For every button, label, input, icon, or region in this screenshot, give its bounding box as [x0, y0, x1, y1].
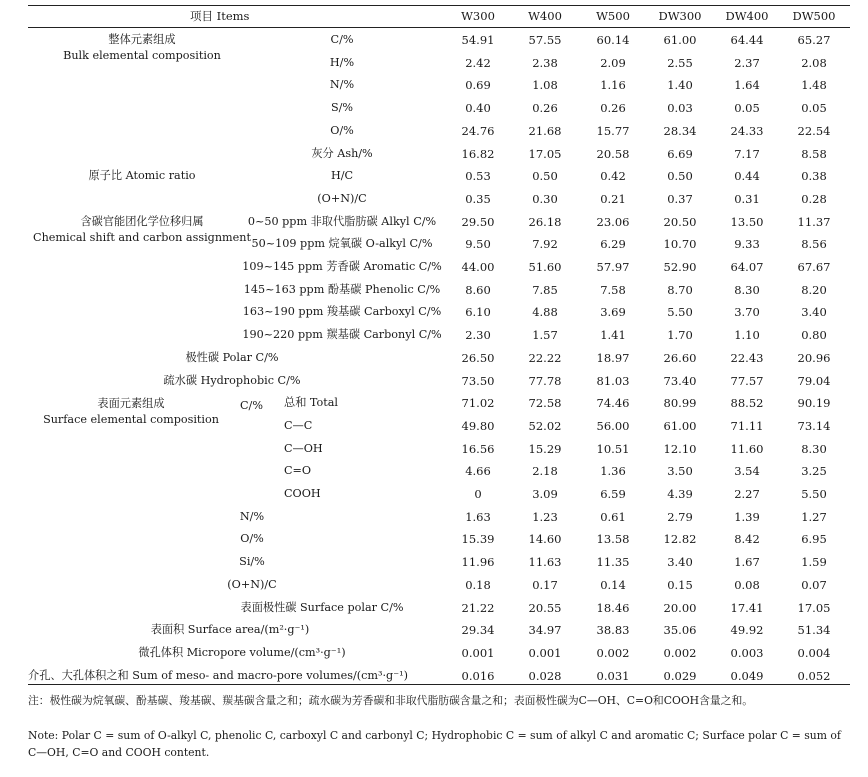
value-cell: 0.028: [528, 668, 562, 683]
value-cell: 8.30: [801, 441, 827, 456]
value-cell: 16.82: [461, 146, 495, 161]
value-cell: 71.02: [461, 396, 495, 411]
row-label: S/%: [330, 101, 354, 115]
row-label: C—OH: [284, 441, 323, 455]
value-cell: 2.08: [801, 55, 827, 70]
value-cell: 2.42: [465, 55, 491, 70]
value-cell: 8.56: [801, 237, 827, 252]
value-cell: 49.80: [461, 418, 495, 433]
row-label: 163~190 ppm 羧基碳 Carboxyl C/%: [242, 305, 442, 319]
row-label: N/%: [239, 509, 265, 523]
group-surface-cn: 表面元素组成: [97, 397, 165, 410]
value-cell: 28.34: [663, 123, 697, 138]
value-cell: 26.60: [663, 350, 697, 365]
value-cell: 11.37: [797, 214, 831, 229]
value-cell: 7.92: [532, 237, 558, 252]
value-cell: 4.88: [532, 305, 558, 320]
value-cell: 3.50: [667, 464, 693, 479]
value-cell: 73.50: [461, 373, 495, 388]
value-cell: 7.58: [600, 282, 626, 297]
table-row: [0, 392, 868, 414]
value-cell: 11.35: [596, 555, 630, 570]
value-cell: 1.70: [667, 328, 693, 343]
value-cell: 6.10: [465, 305, 491, 320]
table-row: [0, 483, 868, 505]
value-cell: 26.18: [528, 214, 562, 229]
value-cell: 71.11: [730, 418, 764, 433]
value-cell: 2.37: [734, 55, 760, 70]
column-header: W500: [596, 9, 630, 23]
value-cell: 0.002: [596, 645, 630, 660]
value-cell: 2.38: [532, 55, 558, 70]
note-en: Note: Polar C = sum of O-alkyl C, phenolic C, carboxyl C and carbonyl C; Hydrophobic C = sum of alkyl C and aromatic C; Surface polar C = sum of C—OH, C=O and COOH content.: [28, 729, 841, 759]
value-cell: 52.02: [528, 418, 562, 433]
value-cell: 17.41: [730, 600, 764, 615]
row-label: Si/%: [239, 555, 265, 569]
group-bulk-en: Bulk elemental composition: [63, 49, 221, 62]
value-cell: 7.17: [734, 146, 760, 161]
value-cell: 16.56: [461, 441, 495, 456]
row-label: 表面极性碳 Surface polar C/%: [240, 600, 404, 614]
table-row: [0, 143, 868, 165]
value-cell: 10.51: [596, 441, 630, 456]
table-row: [0, 415, 868, 437]
row-label: N/%: [329, 78, 355, 92]
value-cell: 18.97: [596, 350, 630, 365]
value-cell: 73.40: [663, 373, 697, 388]
column-header: W300: [461, 9, 495, 23]
value-cell: 20.50: [663, 214, 697, 229]
value-cell: 22.43: [730, 350, 764, 365]
value-cell: 51.34: [797, 623, 831, 638]
value-cell: 24.33: [730, 123, 764, 138]
value-cell: 0.03: [667, 101, 693, 116]
value-cell: 79.04: [797, 373, 831, 388]
row-label: H/%: [329, 55, 355, 69]
value-cell: 64.07: [730, 260, 764, 274]
value-cell: 11.63: [528, 555, 562, 570]
value-cell: 0.001: [461, 645, 495, 660]
table-row: [0, 551, 868, 573]
value-cell: 8.20: [801, 282, 827, 297]
value-cell: 20.00: [663, 600, 697, 615]
value-cell: 9.50: [465, 237, 491, 252]
value-cell: 0.28: [801, 191, 827, 206]
row-label: 灰分 Ash/%: [311, 146, 373, 160]
row-label: COOH: [284, 487, 321, 500]
value-cell: 7.85: [532, 282, 558, 297]
value-cell: 6.29: [600, 237, 626, 252]
value-cell: 10.70: [663, 237, 697, 252]
value-cell: 15.39: [461, 532, 495, 547]
value-cell: 1.36: [600, 464, 626, 479]
row-label: 总和 Total: [284, 396, 339, 410]
value-cell: 0.69: [465, 78, 491, 93]
value-cell: 1.48: [801, 78, 827, 93]
value-cell: 0.004: [797, 645, 831, 660]
value-cell: 13.50: [730, 214, 764, 229]
value-cell: 57.55: [528, 33, 562, 47]
value-cell: 2.79: [667, 509, 693, 524]
value-cell: 29.50: [461, 214, 495, 229]
value-cell: 9.33: [734, 237, 760, 252]
value-cell: 22.22: [528, 350, 562, 365]
value-cell: 2.30: [465, 328, 491, 343]
value-cell: 0.049: [730, 668, 764, 683]
table-row: [0, 528, 868, 550]
value-cell: 54.91: [461, 33, 495, 47]
value-cell: 0.003: [730, 645, 764, 660]
value-cell: 61.00: [663, 33, 697, 47]
value-cell: 3.25: [801, 464, 827, 479]
row-label: 极性碳 Polar C/%: [185, 350, 279, 364]
value-cell: 0.14: [600, 577, 626, 592]
value-cell: 29.34: [461, 623, 495, 638]
value-cell: 77.78: [528, 373, 562, 388]
value-cell: 0.31: [734, 191, 760, 206]
value-cell: 18.46: [596, 600, 630, 615]
value-cell: 0.029: [663, 668, 697, 683]
value-cell: 0.001: [528, 645, 562, 660]
value-cell: 67.67: [797, 260, 831, 274]
value-cell: 2.27: [734, 487, 760, 501]
value-cell: 8.58: [801, 146, 827, 161]
value-cell: 80.99: [663, 396, 697, 411]
value-cell: 72.58: [528, 396, 562, 411]
group-surface-en: Surface elemental composition: [43, 413, 219, 426]
value-cell: 24.76: [461, 123, 495, 138]
value-cell: 12.82: [663, 532, 697, 547]
table-row: [0, 324, 868, 346]
value-cell: 51.60: [528, 260, 562, 274]
value-cell: 1.41: [600, 328, 626, 343]
row-label: C=O: [284, 464, 312, 478]
value-cell: 1.57: [532, 328, 558, 343]
value-cell: 88.52: [730, 396, 764, 411]
surface-unit-text: C/%: [240, 399, 263, 412]
value-cell: 0.53: [465, 169, 491, 184]
table-row: [0, 211, 868, 233]
value-cell: 3.54: [734, 464, 760, 479]
header-rule: [28, 27, 850, 28]
table-row: [0, 188, 868, 210]
table-row: [0, 370, 868, 392]
row-label: 介孔、大孔体积之和 Sum of meso- and macro-pore volumes/(cm³·g⁻¹): [28, 668, 408, 682]
value-cell: 11.60: [730, 441, 764, 456]
row-label: 表面积 Surface area/(m²·g⁻¹): [150, 623, 310, 637]
value-cell: 8.60: [465, 282, 491, 297]
value-cell: 8.70: [667, 282, 693, 297]
value-cell: 0.40: [465, 101, 491, 116]
value-cell: 74.46: [596, 396, 630, 411]
value-cell: 64.44: [730, 33, 764, 47]
value-cell: 1.63: [465, 509, 491, 524]
value-cell: 61.00: [663, 418, 697, 433]
column-header: W400: [528, 9, 562, 23]
value-cell: 1.08: [532, 78, 558, 93]
value-cell: 0.002: [663, 645, 697, 660]
column-header: DW500: [792, 9, 836, 23]
table-row: [0, 642, 868, 664]
row-label: 190~220 ppm 羰基碳 Carbonyl C/%: [242, 328, 442, 342]
value-cell: 1.27: [801, 509, 827, 524]
value-cell: 8.30: [734, 282, 760, 297]
row-label: 0~50 ppm 非取代脂肪碳 Alkyl C/%: [247, 214, 437, 228]
value-cell: 35.06: [663, 623, 697, 638]
value-cell: 0.17: [532, 577, 558, 592]
value-cell: 0.35: [465, 191, 491, 206]
value-cell: 52.90: [663, 260, 697, 274]
group-bulk-cn: 整体元素组成: [108, 33, 176, 46]
value-cell: 0.37: [667, 191, 693, 206]
value-cell: 57.97: [596, 260, 630, 274]
table-row: [0, 347, 868, 369]
value-cell: 0.61: [600, 509, 626, 524]
value-cell: 77.57: [730, 373, 764, 388]
value-cell: 0.44: [734, 169, 760, 184]
row-label: 疏水碳 Hydrophobic C/%: [163, 373, 301, 387]
value-cell: 38.83: [596, 623, 630, 638]
value-cell: 6.59: [600, 487, 626, 501]
value-cell: 49.92: [730, 623, 764, 638]
table-row: [0, 438, 868, 460]
value-cell: 1.40: [667, 78, 693, 93]
table-row: [0, 165, 868, 187]
column-header: DW300: [658, 9, 702, 23]
row-label: (O+N)/C: [227, 577, 277, 591]
value-cell: 90.19: [797, 396, 831, 411]
value-cell: 34.97: [528, 623, 562, 638]
value-cell: 6.95: [801, 532, 827, 547]
value-cell: 6.69: [667, 146, 693, 161]
value-cell: 17.05: [528, 146, 562, 161]
value-cell: 5.50: [667, 305, 693, 320]
value-cell: 0.07: [801, 577, 827, 592]
row-label: 微孔体积 Micropore volume/(cm³·g⁻¹): [138, 645, 346, 659]
value-cell: 3.69: [600, 305, 626, 320]
column-header: DW400: [725, 9, 769, 23]
table-row: [0, 279, 868, 301]
bottom-rule: [28, 684, 850, 685]
table-row: [0, 120, 868, 142]
row-label: 50~109 ppm 烷氧碳 O-alkyl C/%: [251, 237, 433, 251]
table-row: [0, 97, 868, 119]
items-header: 项目 Items: [190, 9, 250, 23]
value-cell: 81.03: [596, 373, 630, 388]
value-cell: 3.40: [667, 555, 693, 570]
value-cell: 20.58: [596, 146, 630, 161]
value-cell: 0.052: [797, 668, 831, 683]
value-cell: 20.55: [528, 600, 562, 615]
value-cell: 4.66: [465, 464, 491, 479]
value-cell: 0.50: [667, 169, 693, 184]
value-cell: 21.22: [461, 600, 495, 615]
table-row: [0, 74, 868, 96]
value-cell: 4.39: [667, 487, 693, 501]
row-label: H/C: [330, 169, 354, 183]
table-row: [0, 52, 868, 74]
value-cell: 1.23: [532, 509, 558, 524]
value-cell: 11.96: [461, 555, 495, 570]
value-cell: 1.39: [734, 509, 760, 524]
row-label: 145~163 ppm 酚基碳 Phenolic C/%: [243, 282, 441, 296]
value-cell: 3.09: [532, 487, 558, 501]
table-row: [0, 256, 868, 278]
value-cell: 26.50: [461, 350, 495, 365]
table-row: [0, 301, 868, 323]
row-label: 109~145 ppm 芳香碳 Aromatic C/%: [242, 260, 442, 273]
value-cell: 65.27: [797, 33, 831, 47]
value-cell: 0.05: [801, 101, 827, 116]
value-cell: 2.55: [667, 55, 693, 70]
table-row: [0, 460, 868, 482]
value-cell: 8.42: [734, 532, 760, 547]
group-chemical-en: Chemical shift and carbon assignment: [33, 231, 251, 244]
value-cell: 2.09: [600, 55, 626, 70]
value-cell: 12.10: [663, 441, 697, 456]
value-cell: 0: [474, 487, 482, 501]
value-cell: 0.031: [596, 668, 630, 683]
value-cell: 1.59: [801, 555, 827, 570]
table-row: [0, 597, 868, 619]
value-cell: 0.15: [667, 577, 693, 592]
row-label: (O+N)/C: [317, 191, 367, 205]
value-cell: 17.05: [797, 600, 831, 615]
value-cell: 1.10: [734, 328, 760, 343]
row-label: C/%: [330, 33, 354, 46]
value-cell: 20.96: [797, 350, 831, 365]
value-cell: 15.29: [528, 441, 562, 456]
value-cell: 14.60: [528, 532, 562, 547]
table-row: [0, 506, 868, 528]
value-cell: 0.016: [461, 668, 495, 683]
group-atomic-cn: 原子比 Atomic ratio: [88, 169, 196, 182]
table-row: [0, 619, 868, 641]
value-cell: 0.80: [801, 328, 827, 343]
value-cell: 0.26: [532, 101, 558, 116]
value-cell: 0.50: [532, 169, 558, 184]
row-label: O/%: [240, 532, 264, 546]
value-cell: 0.18: [465, 577, 491, 592]
value-cell: 13.58: [596, 532, 630, 547]
row-label: C—C: [284, 418, 313, 432]
table-row: [0, 574, 868, 596]
value-cell: 0.42: [600, 169, 626, 184]
value-cell: 15.77: [596, 123, 630, 138]
value-cell: 56.00: [596, 418, 630, 433]
value-cell: 0.38: [801, 169, 827, 184]
value-cell: 3.40: [801, 305, 827, 320]
value-cell: 73.14: [797, 418, 831, 433]
value-cell: 0.08: [734, 577, 760, 592]
table-row: [0, 29, 868, 51]
value-cell: 21.68: [528, 123, 562, 138]
value-cell: 60.14: [596, 33, 630, 47]
value-cell: 0.26: [600, 101, 626, 116]
value-cell: 1.67: [734, 555, 760, 570]
value-cell: 1.64: [734, 78, 760, 93]
header-row: [0, 5, 868, 27]
row-label: O/%: [330, 123, 354, 137]
group-chemical-cn: 含碳官能团化学位移归属: [80, 215, 204, 228]
value-cell: 2.18: [532, 464, 558, 479]
value-cell: 3.70: [734, 305, 760, 320]
value-cell: 0.30: [532, 191, 558, 206]
value-cell: 0.05: [734, 101, 760, 116]
value-cell: 23.06: [596, 214, 630, 229]
value-cell: 0.21: [600, 191, 626, 206]
value-cell: 44.00: [461, 260, 495, 274]
note-cn: 注：极性碳为烷氧碳、酚基碳、羧基碳、羰基碳含量之和；疏水碳为芳香碳和非取代脂肪碳含量之和；表面极性碳为C—OH、C=O和COOH含量之和。: [28, 694, 754, 707]
table-row: [0, 233, 868, 255]
value-cell: 1.16: [600, 78, 626, 93]
value-cell: 5.50: [801, 487, 827, 501]
value-cell: 22.54: [797, 123, 831, 138]
